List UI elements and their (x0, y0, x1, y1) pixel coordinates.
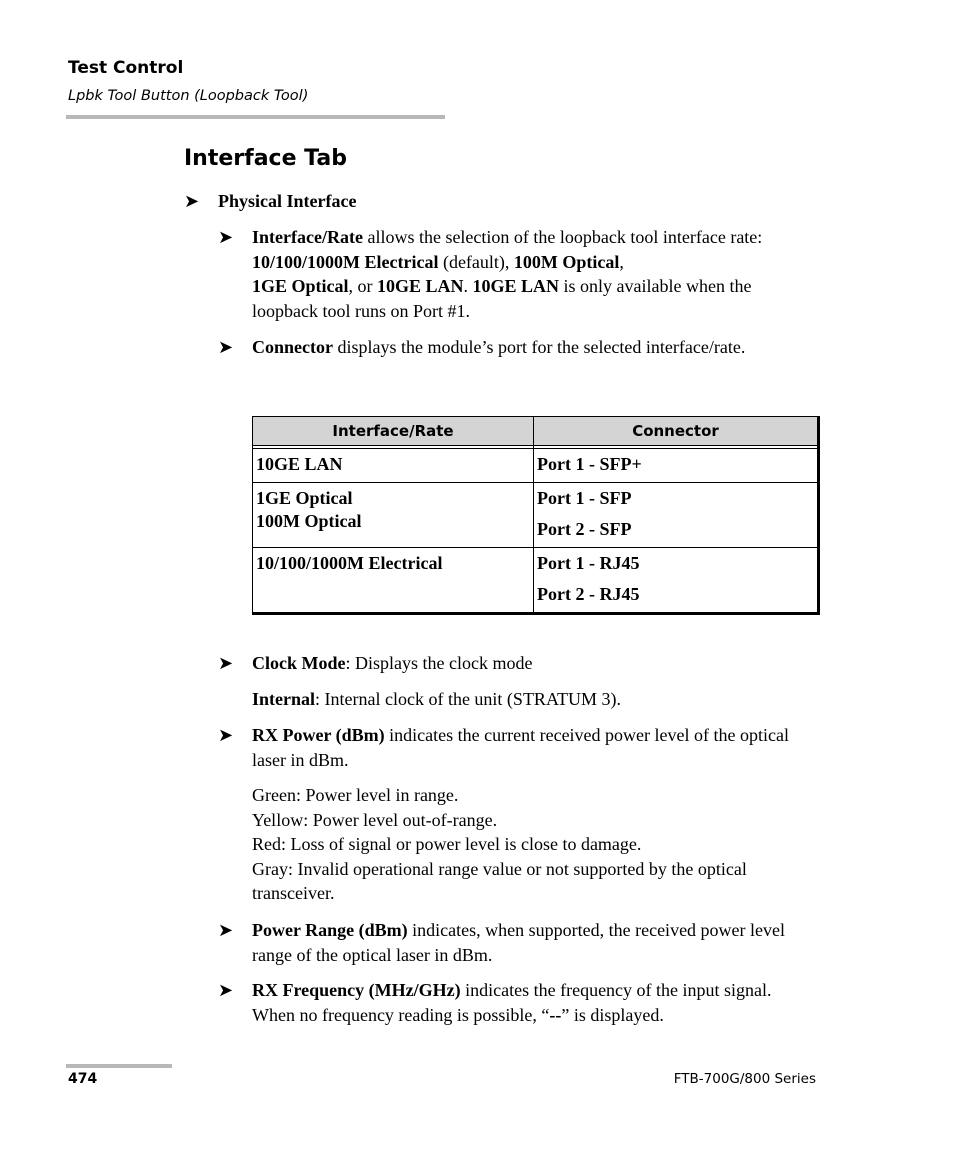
bullet-rx-power (218, 723, 820, 772)
power-range-text: indicates, when supported, the received power level range of the optical laser in dBm. (252, 920, 786, 965)
internal-text: : Internal clock of the unit (STRATUM 3). (315, 689, 621, 709)
interface-connector-table (252, 416, 820, 615)
rate-value: 10/100/1000M Electrical (256, 553, 443, 573)
legend-line-gray: Gray: Invalid operational range value or not supported by the optical transceiver. (252, 858, 747, 903)
product-series: FTB-700G/800 Series (673, 1071, 816, 1087)
physical-interface-label: Physical Interface (218, 191, 357, 211)
section-title: Interface Tab (184, 146, 347, 171)
rate-value: 100M Optical (256, 511, 362, 531)
bullet-arrow-icon: ➤ (218, 337, 234, 357)
internal-term: Internal (252, 689, 315, 709)
port-value: Port 2 - SFP (537, 519, 632, 539)
cell-connector (534, 483, 819, 548)
interface-rate-text: , (619, 251, 624, 272)
rate-100m-optical: 100M Optical (513, 251, 620, 272)
rate-value: 10GE LAN (256, 454, 343, 474)
cell-interface-rate (253, 483, 534, 548)
interface-rate-term: Interface/Rate (252, 227, 363, 247)
rx-frequency-text: indicates the frequency of the input signal. When no frequency reading is possible, “ (252, 980, 772, 1025)
rate-electrical: 10/100/1000M Electrical (252, 251, 439, 272)
interface-rate-text: (default), (438, 251, 514, 272)
running-header-subtitle: Lpbk Tool Button (Loopback Tool) (68, 88, 309, 104)
table-header-row (253, 417, 819, 446)
header-rule (66, 115, 445, 119)
rate-value: 1GE Optical (256, 488, 353, 508)
table-row (253, 548, 819, 614)
bullet-rx-frequency (218, 978, 807, 1027)
clock-mode-term: Clock Mode (252, 653, 346, 673)
port-value: Port 1 - SFP (537, 488, 632, 508)
no-reading-symbol: -- (549, 1004, 562, 1025)
rx-power-text: indicates the current received power level of the optical laser in dBm. (252, 725, 789, 770)
connector-text: displays the module’s port for the selected interface/rate. (332, 337, 746, 357)
rx-power-legend (252, 783, 792, 906)
interface-rate-text: is only available when the loopback tool runs on Port #1. (252, 276, 752, 321)
connector-term: Connector (252, 337, 333, 357)
interface-rate-text: allows the selection of the loopback tool interface rate: (362, 227, 763, 247)
clock-mode-internal (252, 687, 812, 712)
port-value: Port 2 - RJ45 (537, 584, 640, 604)
table-row (253, 449, 819, 483)
interface-rate-text: , or (348, 276, 378, 296)
rate-10ge-lan: 10GE LAN (377, 276, 464, 296)
bullet-interface-rate (218, 225, 820, 323)
rx-frequency-term: RX Frequency (MHz/GHz) (252, 980, 461, 1000)
column-header-interface-rate: Interface/Rate (253, 417, 534, 446)
table-row (253, 483, 819, 548)
bullet-arrow-icon: ➤ (218, 725, 234, 745)
legend-line-yellow: Yellow: Power level out-of-range. (252, 809, 498, 830)
footer-rule (66, 1064, 172, 1068)
legend-line-green: Green: Power level in range. (252, 785, 459, 805)
bullet-arrow-icon: ➤ (184, 191, 200, 211)
rx-power-term: RX Power (dBm) (252, 725, 385, 745)
clock-mode-text: : Displays the clock mode (345, 653, 533, 673)
cell-interface-rate (253, 548, 534, 614)
page-number: 474 (68, 1071, 98, 1087)
bullet-arrow-icon: ➤ (218, 980, 234, 1000)
rx-frequency-text: ” is displayed. (561, 1004, 664, 1025)
bullet-arrow-icon: ➤ (218, 653, 234, 673)
bullet-power-range (218, 918, 792, 967)
cell-connector (534, 548, 819, 614)
running-header-title: Test Control (68, 58, 184, 78)
bullet-clock-mode (218, 651, 812, 676)
cell-connector (534, 449, 819, 483)
legend-line-red: Red: Loss of signal or power level is close to damage. (252, 834, 642, 854)
rate-1ge-optical: 1GE Optical (252, 276, 349, 296)
interface-rate-text: . (463, 276, 473, 296)
bullet-physical-interface (184, 189, 818, 214)
bullet-arrow-icon: ➤ (218, 227, 234, 247)
rate-10ge-lan: 10GE LAN (472, 276, 560, 296)
port-value: Port 1 - RJ45 (537, 553, 640, 573)
column-header-connector: Connector (534, 417, 819, 446)
cell-interface-rate (253, 449, 534, 483)
power-range-term: Power Range (dBm) (252, 920, 408, 940)
bullet-connector (218, 335, 752, 360)
port-value: Port 1 - SFP+ (537, 454, 642, 474)
bullet-arrow-icon: ➤ (218, 920, 234, 940)
